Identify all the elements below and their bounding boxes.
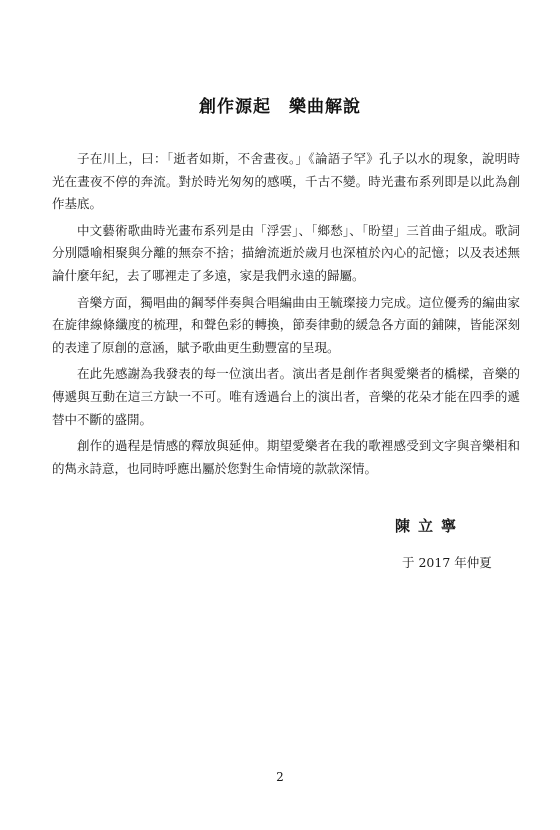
author-signature: 陳立寧 [395, 517, 465, 535]
paragraph: 創作的過程是情感的釋放與延伸。期望愛樂者在我的歌裡感受到文字與音樂相和的雋永詩意，也同時呼應出屬於您對生命情境的款款深情。 [52, 438, 520, 476]
signature-date: 于 2017 年仲夏 [402, 555, 492, 570]
paragraph: 在此先感謝為我發表的每一位演出者。演出者是創作者與愛樂者的橋樑，音樂的傳遞與互動在這三方缺一不可。唯有透過台上的演出者，音樂的花朵才能在四季的遞替中不斷的盛開。 [52, 366, 520, 427]
page-number: 2 [276, 770, 284, 784]
body-text [52, 148, 520, 484]
page-title: 創作源起 樂曲解說 [199, 97, 361, 117]
paragraph: 子在川上，曰：「逝者如斯，不舍晝夜。」《論語子罕》孔子以水的現象，說明時光在晝夜不停的奔流。對於時光匆匆的感嘆，千古不變。時光畫布系列即是以此為創作基底。 [52, 151, 520, 212]
paragraph: 音樂方面，獨唱曲的鋼琴伴奏與合唱編曲由王毓璨接力完成。這位優秀的編曲家在旋律線條纖度的梳理，和聲色彩的轉換，節奏律動的緩急各方面的鋪陳，皆能深刻的表達了原創的意涵，賦予歌曲更生動豐富的呈現。 [52, 294, 520, 355]
paragraph: 中文藝術歌曲時光畫布系列是由「浮雲」、「鄉愁」、「盼望」三首曲子組成。歌詞分別隱喻相聚與分離的無奈不捨；描繪流逝於歲月也深植於內心的記憶；以及表述無論什麼年紀，去了哪裡走了多遠，家是我們永遠的歸屬。 [52, 222, 520, 283]
